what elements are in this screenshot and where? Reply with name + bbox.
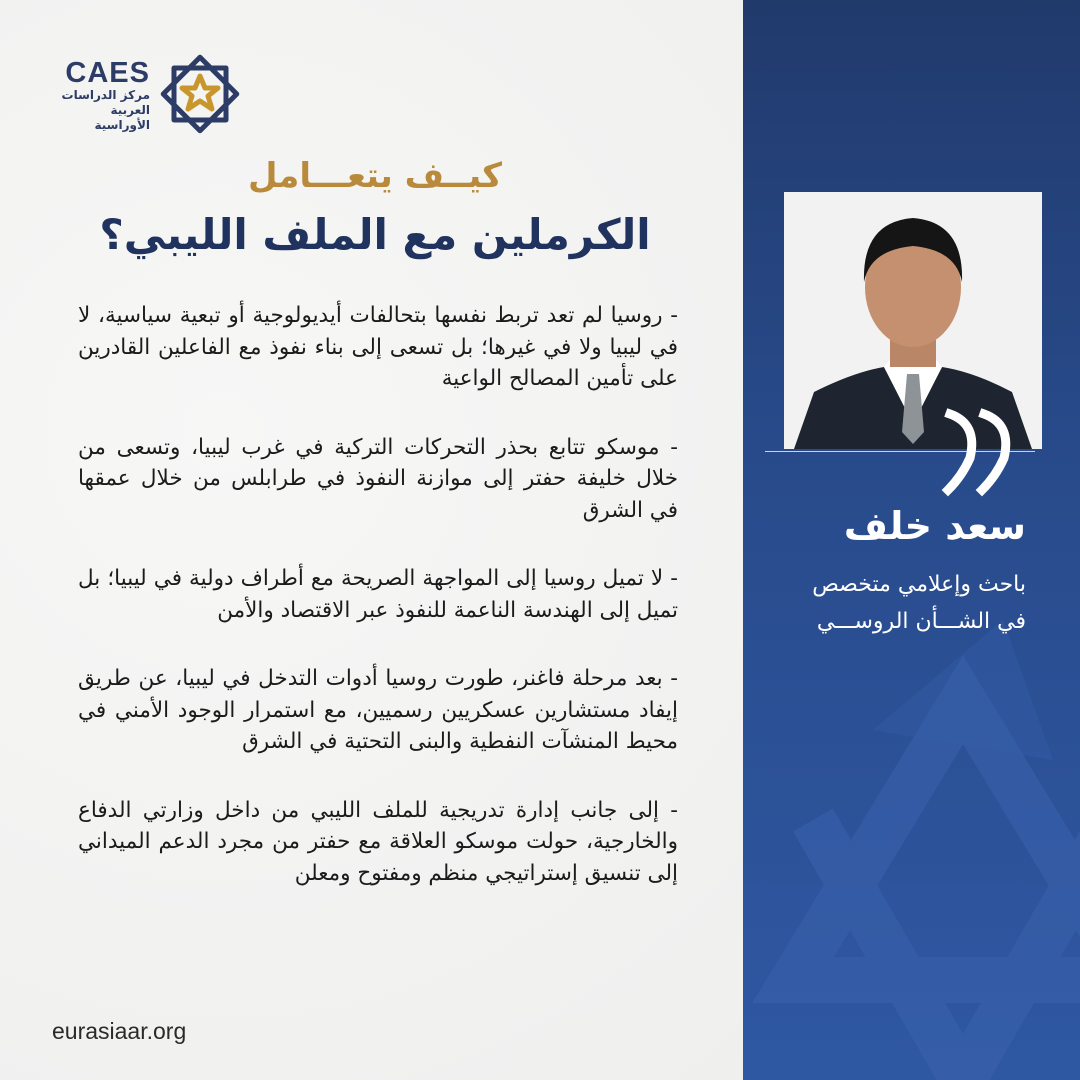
website-url: eurasiaar.org <box>52 1018 187 1044</box>
author-role <box>760 566 1026 640</box>
quote-mark-icon <box>926 402 1026 502</box>
author-role-line2: في الشـــأن الروســـي <box>816 609 1026 634</box>
headline-line1: كيــف يتعـــامل <box>247 156 503 196</box>
author-role-line1: باحث وإعلامي متخصص <box>812 572 1026 597</box>
point-item: - روسيا لم تعد تربط نفسها بتحالفات أيديولوجية أو تبعية سياسية، لا في ليبيا ولا في غيرها؛ بل تسعى إلى بناء نفوذ مع الفاعلين القادرين على تأمين المصالح الواعية <box>78 303 678 391</box>
logo-acronym: CAES <box>65 57 150 89</box>
logo-name-line1: مركز الدراسات <box>61 88 150 102</box>
logo-star-icon <box>158 52 242 136</box>
headline-line2: الكرملين مع الملف الليبي؟ <box>99 210 651 259</box>
point-item: - إلى جانب إدارة تدريجية للملف الليبي من داخل وزارتي الدفاع والخارجية، حولت موسكو العلاقة مع حفتر من مجرد الدعم الميداني إلى تنسيق إستراتيجي منظم ومفتوح ومعلن <box>78 797 678 886</box>
point-item: - لا تميل روسيا إلى المواجهة الصريحة مع أطراف دولية في ليبيا؛ بل تميل إلى الهندسة الناعمة للنفوذ عبر الاقتصاد والأمن <box>78 566 678 623</box>
caes-logo <box>58 52 248 132</box>
point-item: - موسكو تتابع بحذر التحركات التركية في غرب ليبيا، وتسعى من خلال خليفة حفتر إلى موازنة النفوذ في طرابلس من خلال عمقها في الشرق <box>78 434 678 523</box>
logo-name-line2: العربية الأوراسية <box>94 103 150 132</box>
author-name: سعد خلف <box>843 504 1026 548</box>
point-item: - بعد مرحلة فاغنر، طورت روسيا أدوات التدخل في ليبيا، عن طريق إيفاد مستشارين عسكريين رسميين، مع استمرار الوجود الأمني في محيط المنشآت النفطية والبنى التحتية في الشرق <box>78 666 678 754</box>
key-points <box>78 300 678 926</box>
